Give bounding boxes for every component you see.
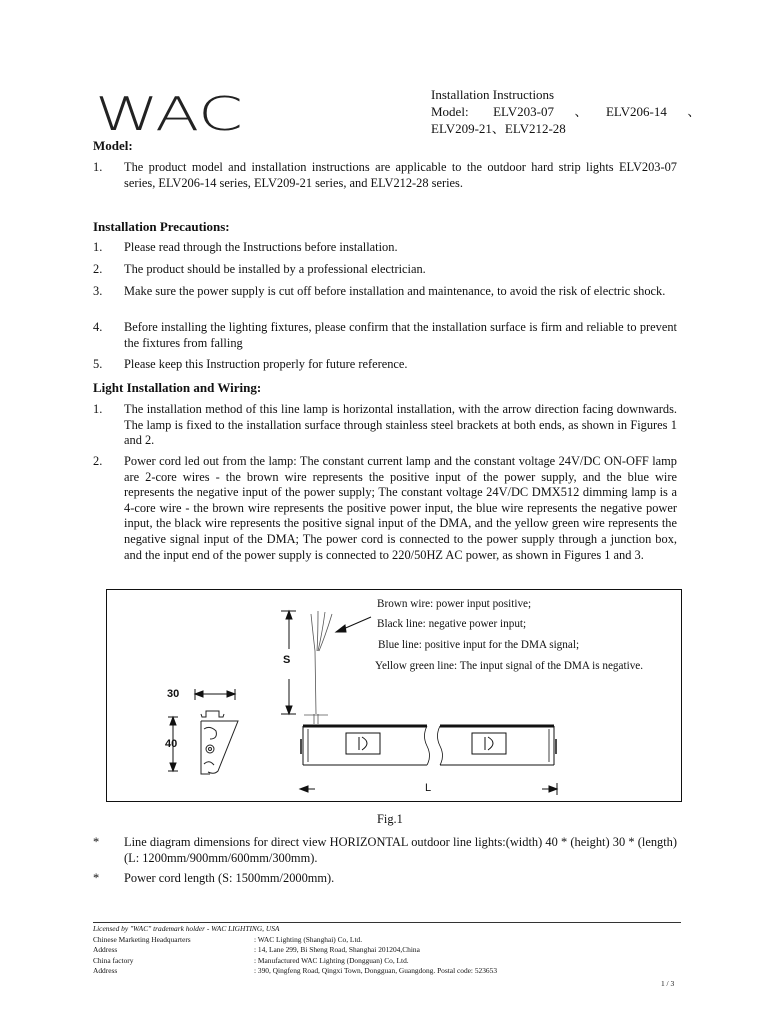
footer-label: Address: [93, 945, 118, 954]
note-text: Line diagram dimensions for direct view HORIZONTAL outdoor line lights:(width) 40 * (height) 30 * (length) (L: 1200mm/900mm/600mm/300mm).: [124, 835, 677, 865]
item-number: 1.: [93, 160, 103, 174]
item-text: Power cord led out from the lamp: The constant current lamp and the constant voltage 24V/DC ON-OFF lamp are 2-core wires - the brown wire represents the positive input of the power supply, and the blue wire represents the negative input of the power supply; The constant voltage 24V/DC DMX512 dimming lamp is a 4-core wire - the brown wire represents the positive power input, the blue wire represents the negative power input, the black wire represents the positive signal input of the DMA, and the yellow green wire represents the negative signal input of the DMA; The power cord is connected to the power supply through a junction box, and the input end of the power supply is connected to 220/50HZ AC power, as shown in Figures 1 and 3.: [124, 454, 677, 562]
power-cord-wires: [304, 611, 332, 724]
list-item: [93, 160, 683, 192]
item-number: 1.: [93, 240, 103, 254]
model-heading: Model:: [93, 138, 133, 153]
item-number: 3.: [93, 284, 103, 298]
footer-row: [93, 945, 681, 956]
list-item: [93, 402, 683, 450]
item-text: Make sure the power supply is cut off before installation and maintenance, to avoid the risk of electric shock.: [124, 284, 666, 298]
wac-logo: [95, 92, 245, 136]
wire-label-blue: Blue line: positive input for the DMA signal;: [378, 639, 580, 651]
footer-row: [93, 935, 681, 946]
list-item: [93, 284, 683, 316]
list-item: [93, 320, 683, 352]
model-a: ELV203-07: [493, 104, 554, 119]
item-number: 2.: [93, 262, 103, 276]
dim-label-s: S: [283, 654, 291, 666]
item-number: 2.: [93, 454, 103, 468]
footer-divider: [93, 922, 681, 923]
lamp-body: [301, 726, 556, 765]
model-line-1: [431, 103, 701, 120]
footer-label: China factory: [93, 955, 134, 965]
item-text: The product model and installation instructions are applicable to the outdoor hard strip lights ELV203-07 series, ELV206-14 series, ELV209-21 series, and ELV212-28 series.: [124, 160, 677, 190]
item-number: 4.: [93, 320, 103, 334]
label-pointer-arrow: [336, 617, 371, 632]
list-item: [93, 262, 683, 278]
item-text: Before installing the lighting fixtures, please confirm that the installation surface is firm and reliable to prevent the fixtures from falling: [124, 320, 677, 350]
footer-row: [93, 956, 681, 967]
model-sep-2: 、: [687, 104, 701, 119]
list-item: [93, 240, 683, 256]
note-mark: *: [93, 871, 100, 885]
dim-label-width: 30: [167, 688, 180, 700]
wire-label-yellow-green: Yellow green line: The input signal of the DMA is negative.: [375, 660, 644, 672]
wire-label-brown: Brown wire: power input positive;: [377, 598, 532, 610]
footer-value: : WAC Lighting (Shanghai) Co, Ltd.: [254, 934, 363, 944]
dim-label-length: L: [425, 782, 432, 794]
item-number: 5.: [93, 357, 103, 371]
item-text: Please read through the Instructions before installation.: [124, 240, 398, 254]
model-line-2: ELV209-21、ELV212-28: [431, 121, 566, 136]
footer-label: Chinese Marketing Headquarters: [93, 934, 191, 944]
item-text: The installation method of this line lamp is horizontal installation, with the arrow direction facing downwards. The lamp is fixed to the installation surface through stainless steel brackets at both ends, as shown in Figures 1 and 2.: [124, 402, 677, 448]
model-label: Model:: [431, 104, 469, 119]
item-number: 1.: [93, 402, 103, 416]
wiring-heading: Light Installation and Wiring:: [93, 380, 262, 395]
item-text: The product should be installed by a professional electrician.: [124, 262, 426, 276]
footer-label: Address: [93, 966, 118, 975]
precautions-heading: Installation Precautions:: [93, 219, 230, 234]
note-item: [93, 835, 683, 867]
document-header: [431, 86, 701, 137]
page-number: 1 / 3: [661, 979, 675, 988]
logo-text: WAC: [95, 92, 243, 136]
footer-value: : 14, Lane 299, Bi Sheng Road, Shanghai 201204,China: [254, 945, 420, 954]
figure-caption: Fig.1: [377, 812, 403, 826]
dim-label-height: 40: [165, 738, 178, 750]
model-sep-1: 、: [574, 104, 588, 119]
footer: [93, 924, 681, 977]
footer-row: [93, 966, 681, 977]
dimension-width: [195, 689, 235, 700]
list-item: [93, 357, 683, 373]
wire-label-black: Black line: negative power input;: [377, 618, 527, 630]
footer-value: : 390, Qingfeng Road, Qingxi Town, Dongguan, Guangdong. Postal code: 523653: [254, 966, 498, 975]
footer-license: Licensed by "WAC" trademark holder - WAC LIGHTING, USA: [93, 924, 280, 933]
model-b: ELV206-14: [605, 104, 667, 119]
list-item: [93, 454, 683, 578]
bracket-profile: [201, 711, 238, 774]
note-text: Power cord length (S: 1500mm/2000mm).: [124, 871, 335, 885]
note-item: [93, 871, 683, 887]
item-text: Please keep this Instruction properly for future reference.: [124, 357, 408, 371]
doc-title: Installation Instructions: [431, 87, 555, 102]
note-mark: *: [93, 835, 100, 849]
footer-value: : Manufactured WAC Lighting (Dongguan) Co, Ltd.: [254, 955, 409, 965]
